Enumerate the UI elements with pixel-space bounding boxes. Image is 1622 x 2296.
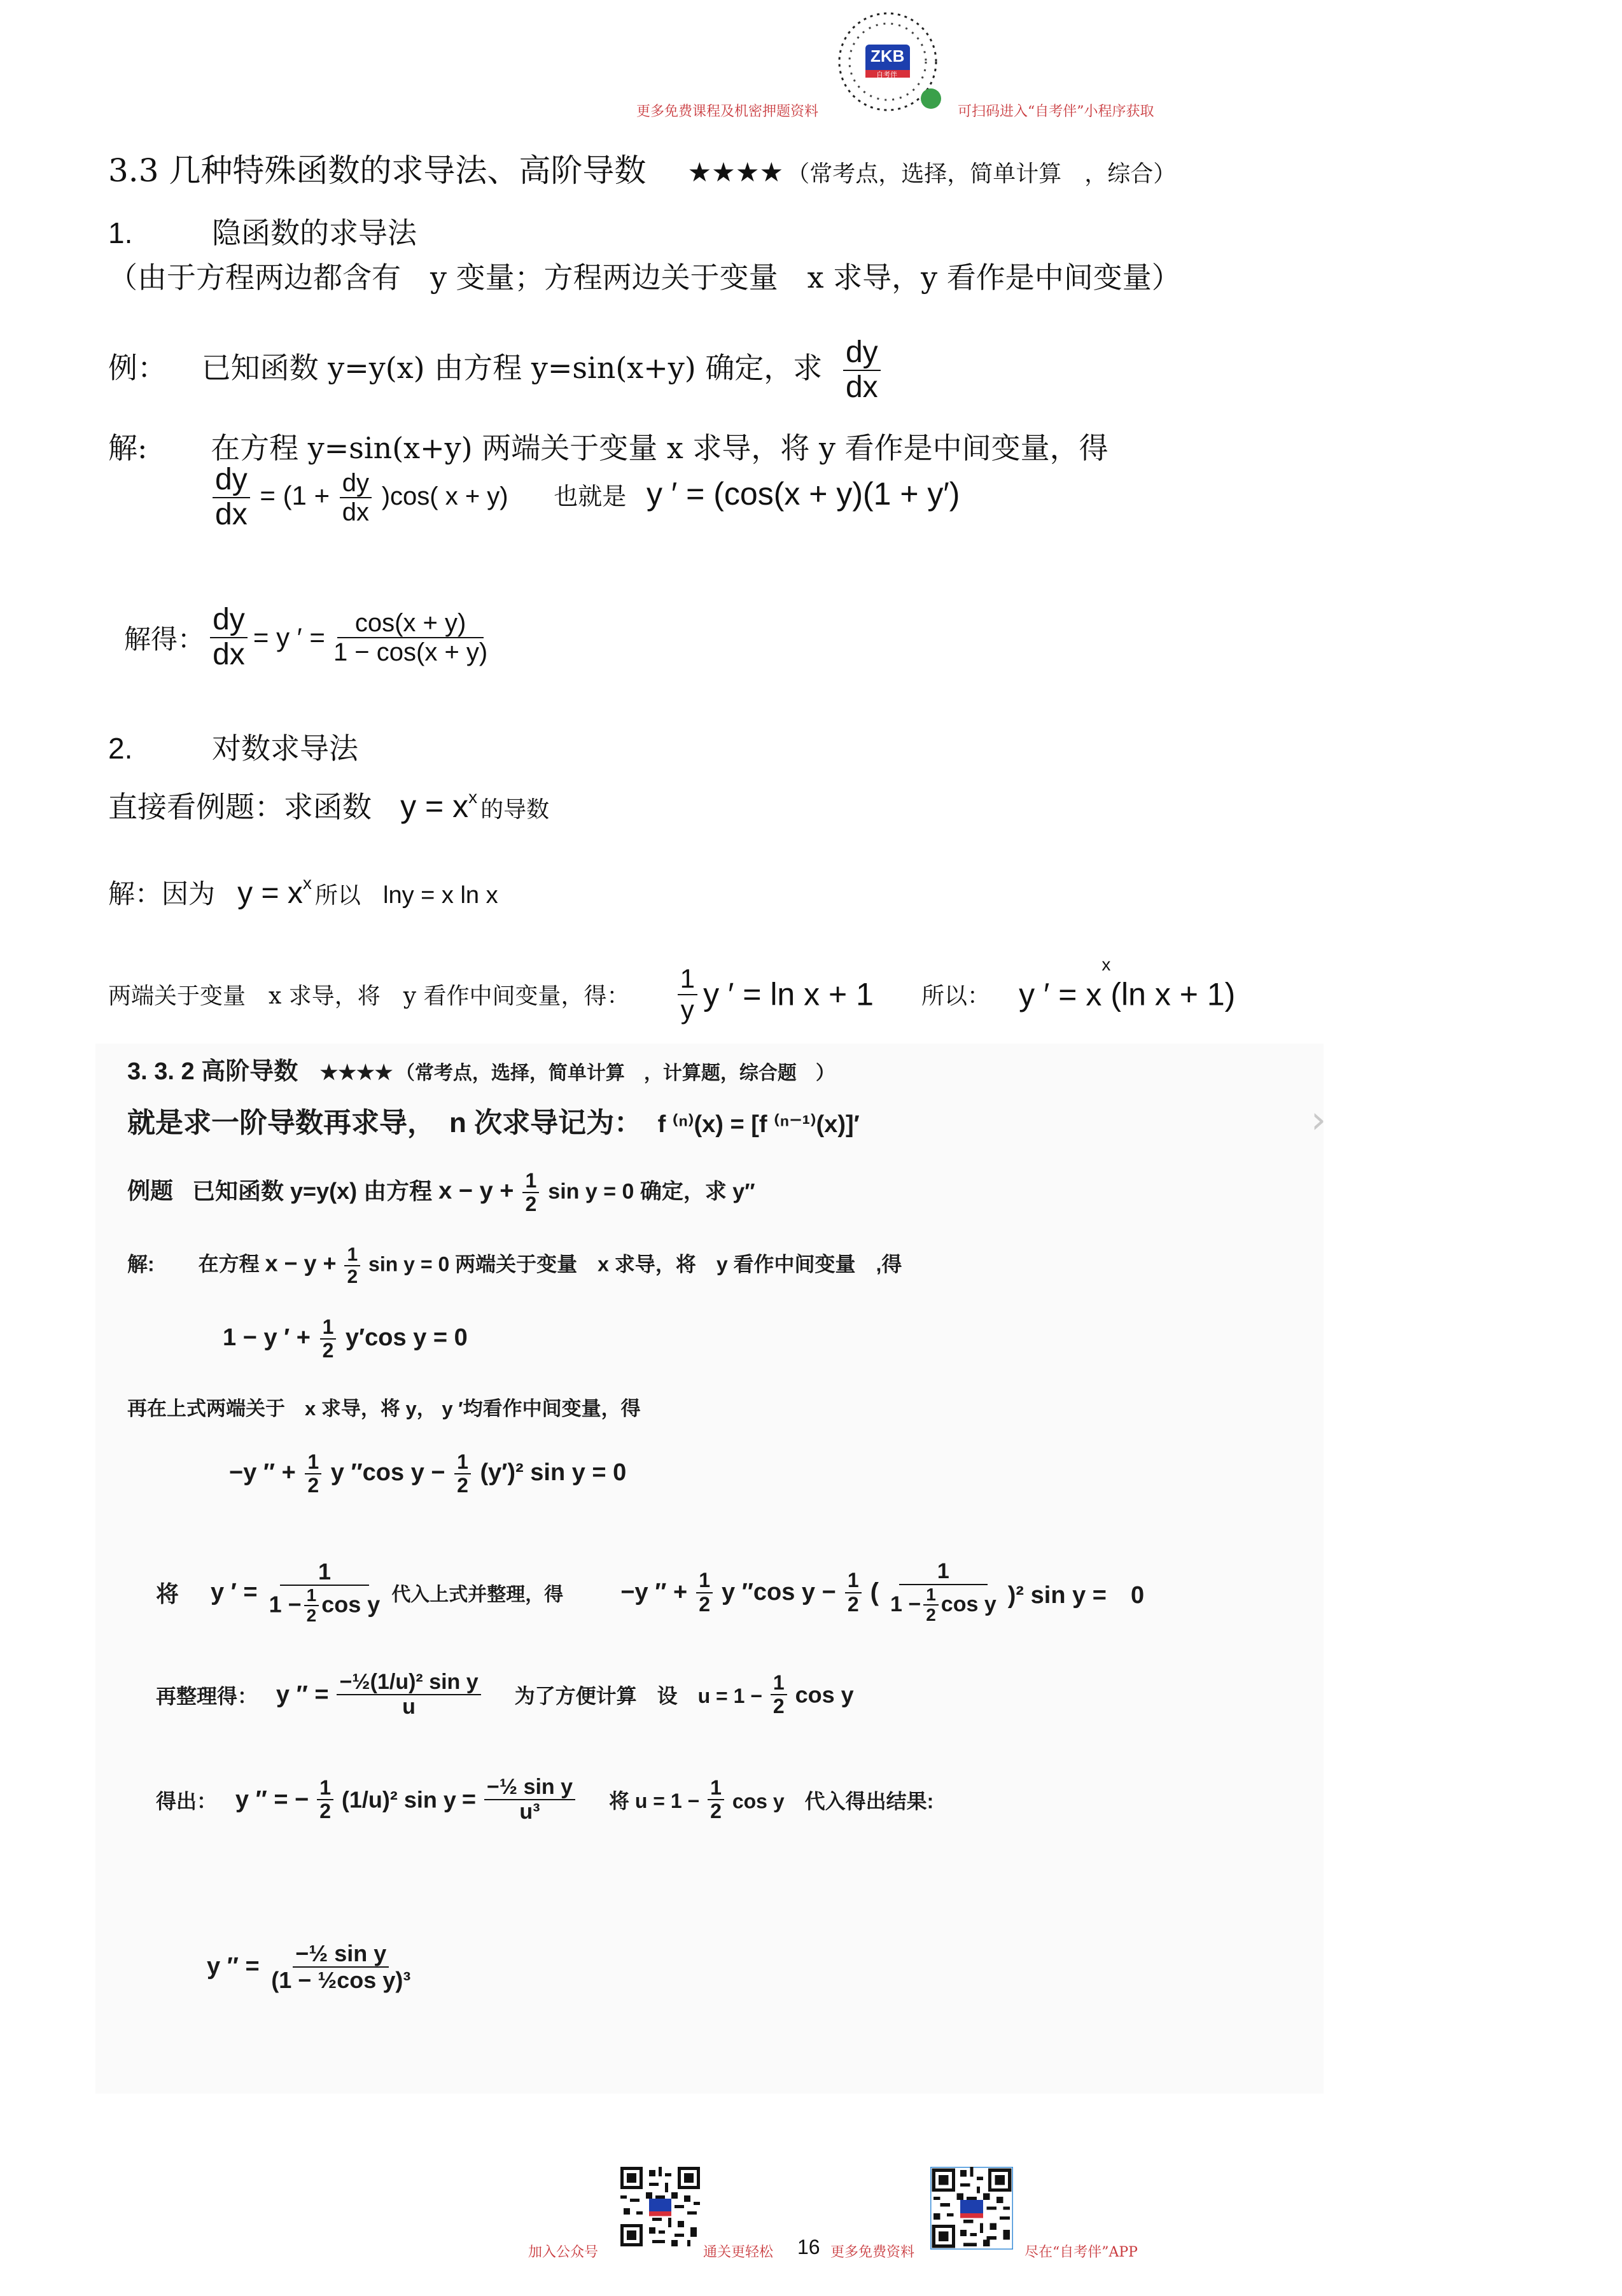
s2-derivative: 两端关于变量 x 求导，将 y 看作中间变量，得： $\frac{1}{y}$ y ′ = ln x + 1 所以： y ′ = $x^x(\ln$ x + 1) — [108, 955, 1236, 1025]
logo-subtext: 自考伴 — [876, 71, 897, 79]
footer-right-b: 尽在“自考伴”APP — [1024, 2244, 1138, 2260]
s1-example: 例： 已知函数 y=y(x) 由方程 y=sin(x+y) 确定，求 $\frac{dy}{dx}$ — [108, 336, 883, 405]
s1-result: 解得： $\frac{dy}{dx}$ = y ′ = $\frac{\cos(x + y)}{1 - \cos(x + y)}$ — [124, 603, 488, 671]
scan-substitute: 将 y ′ = 1 1 − $\frac{1}{2}$ cos y 代入上式并整理，得 −y ″ + $\frac{1}{2}$ y ″cos y − $\frac{1}{2}$ ( 1 1 − $\frac{1}{2}$ cos y )² sin y = 0 — [156, 1558, 1145, 1626]
s2-intro: 直接看例题：求函数 $y = x^x$ 的导数 — [108, 787, 550, 824]
section-tag: （常考点，选择，简单计算 ，综合） — [787, 161, 1177, 187]
scan-eq1: 1 − y ′ + $\frac{1}{2}$ y′cos y = 0 — [223, 1315, 468, 1362]
section-stars: ★★★★ — [687, 157, 784, 187]
scan-solution: 解: 在方程 x − y + $\frac{1}{2}$ sin y = 0 两端关于变量 x 求导，将 y 看作中间变量 ,得 — [127, 1244, 902, 1287]
s1-heading: 1. 隐函数的求导法 — [108, 216, 417, 250]
header-right-note: 可扫码进入“自考伴”小程序获取 — [958, 104, 1154, 120]
scan-eq2: −y ″ + $\frac{1}{2}$ y ″cos y − $\frac{1}{2}$ (y′)² sin y = 0 — [229, 1450, 627, 1497]
qr-code-app — [930, 2167, 1013, 2250]
s1-equation-1: $\frac{dy}{dx}$ = (1 + $\frac{dy}{dx}$ )cos( x + y) 也就是 y ′ = (cos(x + y)(1 + y′) — [210, 463, 960, 532]
section-title: 3.3 几种特殊函数的求导法、高阶导数 — [108, 152, 647, 189]
s1-solution: 解: 在方程 y=sin(x+y) 两端关于变量 x 求导，将 y 看作是中间变量，得 — [108, 431, 1108, 465]
scan-example: 例题 已知函数 y=y(x) 由方程 x − y + $\frac{1}{2}$ sin y = 0 确定，求 y″ — [127, 1169, 755, 1216]
footer-right-a: 更多免费资料 — [830, 2244, 915, 2260]
scan-result: 得出： y ″ = − $\frac{1}{2}$ (1/u)² sin y = $\frac{\text{−½ sin y}}{\text{u³}}$ 将 u = 1 − $\frac{1}{2}$ cos y 代入得出结果: — [156, 1775, 934, 1824]
s1-note: （由于方程两边都含有 y 变量；方程两边关于变量 x 求导，y 看作是中间变量） — [108, 260, 1181, 295]
footer-left-a: 加入公众号 — [528, 2244, 599, 2260]
dy-dx-fraction: $\frac{dy}{dx}$ — [843, 336, 881, 405]
header-left-note: 更多免费课程及机密押题资料 — [636, 104, 819, 120]
scan-definition: 就是求一阶导数再求导， n 次求导记为： f ⁽ⁿ⁾(x) = [f ⁽ⁿ⁻¹⁾(x)]′ — [127, 1107, 860, 1138]
header-logo — [830, 10, 945, 115]
scan-final: y ″ = $\frac{\text{−½ sin y}}{\text{(1 − ½cos y)³}}$ — [207, 1940, 411, 1993]
scan-rearrange: 再整理得： y ″ = $\frac{\text{−½(1/u)² sin y}}{u}$ 为了方便计算 设 u = 1 − $\frac{1}{2}$ cos y — [156, 1670, 854, 1719]
section-title-row — [108, 145, 1176, 191]
chevron-right-icon[interactable]: › — [1311, 1098, 1326, 1142]
footer-left-b: 通关更轻松 — [703, 2244, 774, 2260]
s2-heading: 2. 对数求导法 — [108, 731, 358, 766]
s2-solution: 解：因为 $y = x^x$ 所以 lny = x ln x — [108, 873, 498, 910]
scan-title-row: 3. 3. 2 高阶导数 ★★★★ （常考点，选择，简单计算 ，计算题，综合题 ） — [127, 1058, 835, 1085]
qr-code-official-account — [620, 2167, 700, 2246]
scan-again: 再在上式两端关于 x 求导，将 y， y ′均看作中间变量，得 — [127, 1397, 641, 1420]
logo-text: ZKB — [870, 46, 905, 66]
page-number: 16 — [797, 2236, 820, 2258]
